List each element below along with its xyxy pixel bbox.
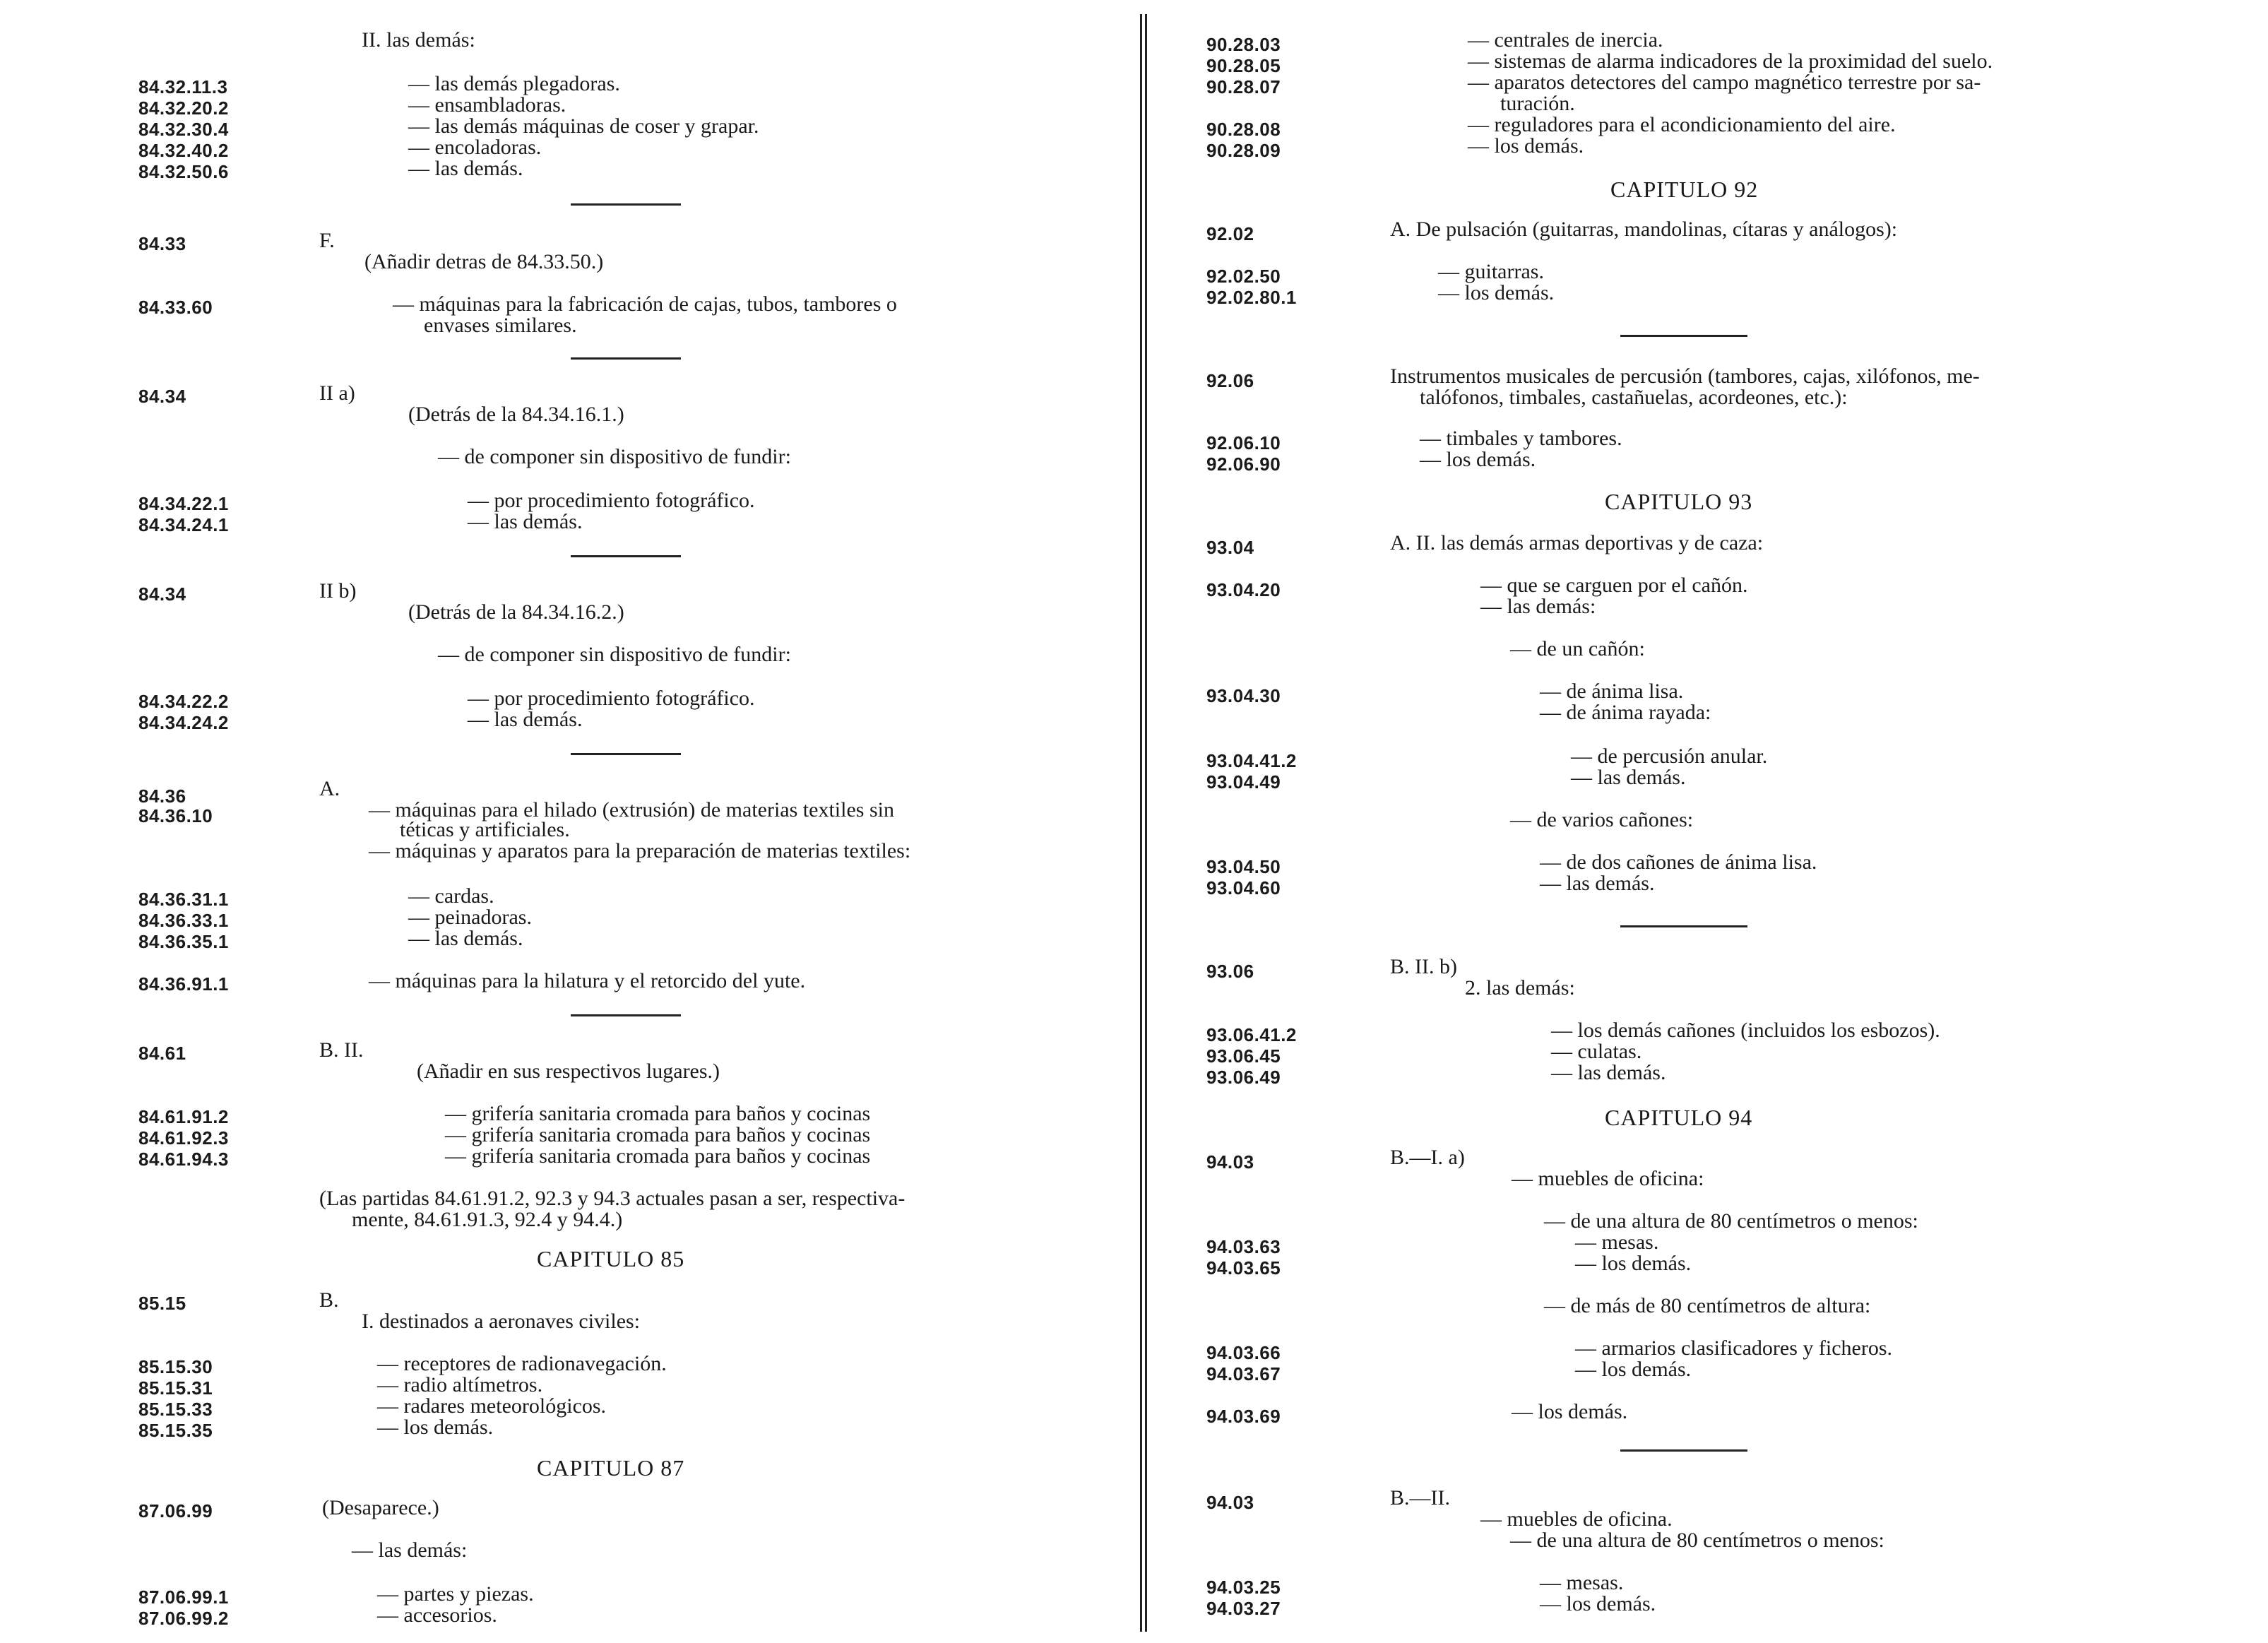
entry-text: — las demás. <box>1540 872 1655 895</box>
section-heading: A. <box>319 777 340 800</box>
tariff-code: 84.34.22.2 <box>138 691 229 712</box>
tariff-code: 84.36.31.1 <box>138 889 229 910</box>
entry-text: — las demás. <box>408 927 523 950</box>
tariff-code: 84.34.22.1 <box>138 493 229 514</box>
section-divider <box>571 555 681 557</box>
section-divider <box>1620 335 1747 337</box>
tariff-code: 87.06.99 <box>138 1500 213 1522</box>
section-heading: B. II. <box>319 1038 364 1062</box>
sub-heading: — de un cañón: <box>1510 637 1645 660</box>
chapter-heading: CAPITULO 85 <box>537 1246 685 1271</box>
entry-text: — las demás máquinas de coser y grapar. <box>408 114 759 138</box>
tariff-code: 94.03 <box>1206 1151 1254 1173</box>
tariff-code: 94.03.66 <box>1206 1342 1281 1363</box>
tariff-code: 84.34 <box>138 583 186 605</box>
sub-heading: — muebles de oficina. <box>1480 1507 1673 1531</box>
entry-text: — las demás. <box>468 510 583 533</box>
tariff-code: 92.06 <box>1206 370 1254 391</box>
tariff-code: 84.33 <box>138 233 186 254</box>
entry-text: — partes y piezas. <box>377 1582 534 1606</box>
entry-text-continued: envases similares. <box>424 314 577 337</box>
tariff-code: 85.15 <box>138 1293 186 1314</box>
tariff-code: 94.03.63 <box>1206 1236 1281 1257</box>
entry-text: — máquinas para la hilatura y el retorcido del yute. <box>369 969 806 992</box>
chapter-heading: CAPITULO 93 <box>1605 489 1753 514</box>
entry-text: — timbales y tambores. <box>1420 427 1622 450</box>
tariff-code: 93.06.45 <box>1206 1045 1281 1067</box>
section-divider <box>1620 1449 1747 1452</box>
entry-text: — máquinas y aparatos para la preparación de materias textiles: <box>369 839 911 862</box>
tariff-code: 94.03 <box>1206 1492 1254 1513</box>
note-text: (Las partidas 84.61.91.2, 92.3 y 94.3 actuales pasan a ser, respectiva- <box>319 1187 906 1210</box>
tariff-code: 84.36.33.1 <box>138 910 229 931</box>
tariff-code: 84.32.11.3 <box>138 76 228 97</box>
tariff-code: 92.02 <box>1206 223 1254 244</box>
entry-text: — los demás. <box>1575 1252 1692 1275</box>
entry-text: — ensambladoras. <box>408 93 566 117</box>
entry-text: — los demás. <box>1540 1592 1656 1615</box>
tariff-code: 93.04.41.2 <box>1206 750 1297 771</box>
sub-heading: — las demás: <box>352 1538 468 1562</box>
tariff-code: 84.32.50.6 <box>138 161 229 182</box>
entry-text: — accesorios. <box>377 1603 497 1627</box>
section-heading: B.—I. a) <box>1390 1146 1465 1169</box>
entry-text: — de percusión anular. <box>1571 745 1768 768</box>
entry-text-continued: téticas y artificiales. <box>400 818 570 841</box>
entry-text: — que se carguen por el cañón. <box>1480 574 1748 597</box>
tariff-code: 92.02.80.1 <box>1206 287 1297 308</box>
entry-text: — por procedimiento fotográfico. <box>468 489 755 512</box>
entry-text: — sistemas de alarma indicadores de la proximidad del suelo. <box>1468 49 1993 73</box>
tariff-code: 90.28.07 <box>1206 76 1281 97</box>
section-heading-continued: talófonos, timbales, castañuelas, acordeones, etc.): <box>1420 386 1848 409</box>
entry-text: — peinadoras. <box>408 906 532 929</box>
tariff-code: 93.04.20 <box>1206 579 1281 600</box>
section-heading: Instrumentos musicales de percusión (tambores, cajas, xilófonos, me- <box>1390 364 1980 388</box>
tariff-code: 84.36.10 <box>138 805 213 826</box>
tariff-code: 93.04.60 <box>1206 877 1281 898</box>
sub-heading: — de componer sin dispositivo de fundir: <box>438 445 791 468</box>
tariff-code: 84.32.40.2 <box>138 140 229 161</box>
section-divider <box>571 1014 681 1016</box>
entry-text: — los demás. <box>1512 1400 1628 1423</box>
tariff-code: 84.32.20.2 <box>138 97 229 119</box>
sub-heading: — de más de 80 centímetros de altura: <box>1544 1294 1871 1317</box>
tariff-code: 84.34.24.2 <box>138 712 229 733</box>
tariff-code: 93.04.30 <box>1206 685 1281 706</box>
tariff-code: 93.04 <box>1206 537 1254 558</box>
sub-heading: — de una altura de 80 centímetros o menos: <box>1544 1209 1918 1233</box>
entry-text: — máquinas para el hilado (extrusión) de materias textiles sin <box>369 798 894 822</box>
tariff-code: 94.03.69 <box>1206 1406 1281 1427</box>
entry-text: — las demás. <box>1571 766 1686 789</box>
entry-text: — aparatos detectores del campo magnético terrestre por sa- <box>1468 71 1981 94</box>
sub-heading: I. destinados a aeronaves civiles: <box>362 1310 641 1333</box>
entry-text: — por procedimiento fotográfico. <box>468 687 755 710</box>
tariff-code: 84.61.91.2 <box>138 1106 229 1127</box>
right-column <box>1158 0 2268 1643</box>
entry-text: — culatas. <box>1551 1040 1642 1063</box>
entry-text: — las demás plegadoras. <box>408 72 620 95</box>
section-divider <box>571 357 681 360</box>
tariff-code: 92.02.50 <box>1206 266 1281 287</box>
sub-heading: — de una altura de 80 centímetros o menos: <box>1510 1529 1884 1552</box>
entry-text: — guitarras. <box>1438 260 1544 283</box>
tariff-code: 93.04.50 <box>1206 856 1281 877</box>
tariff-code: 87.06.99.1 <box>138 1586 229 1608</box>
entry-text: — reguladores para el acondicionamiento del aire. <box>1468 113 1896 136</box>
tariff-code: 84.32.30.4 <box>138 119 229 140</box>
tariff-code: 94.03.67 <box>1206 1363 1281 1384</box>
tariff-code: 94.03.27 <box>1206 1598 1281 1619</box>
section-divider <box>571 753 681 755</box>
entry-text: — las demás. <box>1551 1061 1666 1084</box>
entry-text: — los demás. <box>1468 134 1584 158</box>
entry-text: — los demás cañones (incluidos los esbozos). <box>1551 1019 1940 1042</box>
entry-text: — encoladoras. <box>408 136 542 159</box>
tariff-code: 84.33.60 <box>138 297 213 318</box>
entry-text: — los demás. <box>1575 1358 1692 1381</box>
entry-text: — grifería sanitaria cromada para baños y cocinas <box>445 1123 871 1146</box>
entry-text: — los demás. <box>1438 281 1555 304</box>
section-divider <box>1620 925 1747 927</box>
entry-text-continued: turación. <box>1500 92 1575 115</box>
note-text: (Añadir en sus respectivos lugares.) <box>417 1060 720 1083</box>
sub-heading: — de varios cañones: <box>1510 808 1694 831</box>
tariff-code: 90.28.09 <box>1206 140 1281 161</box>
note-text-continued: mente, 84.61.91.3, 92.4 y 94.4.) <box>352 1208 623 1231</box>
section-heading: II a) <box>319 381 355 405</box>
tariff-code: 84.36.91.1 <box>138 973 229 995</box>
tariff-code: 85.15.30 <box>138 1356 213 1377</box>
tariff-code: 93.04.49 <box>1206 771 1281 793</box>
entry-text: — mesas. <box>1540 1571 1624 1594</box>
section-heading: II b) <box>319 579 357 603</box>
tariff-code: 93.06 <box>1206 961 1254 982</box>
tariff-code: 92.06.90 <box>1206 453 1281 475</box>
tariff-code: 84.61 <box>138 1043 186 1064</box>
section-heading: A. De pulsación (guitarras, mandolinas, cítaras y análogos): <box>1390 218 1898 241</box>
section-heading: B. <box>319 1288 339 1312</box>
tariff-code: 84.34 <box>138 386 186 407</box>
section-divider <box>571 203 681 206</box>
entry-text: — radio altímetros. <box>377 1373 543 1396</box>
entry-text: — las demás. <box>408 157 523 180</box>
entry-text: — grifería sanitaria cromada para baños y cocinas <box>445 1102 871 1125</box>
sub-heading: 2. las demás: <box>1465 976 1575 1000</box>
entry-text: — receptores de radionavegación. <box>377 1352 667 1375</box>
tariff-code: 85.15.35 <box>138 1420 213 1441</box>
tariff-code: 84.34.24.1 <box>138 514 229 535</box>
entry-text: — de dos cañones de ánima lisa. <box>1540 850 1817 874</box>
entry-text: — grifería sanitaria cromada para baños y cocinas <box>445 1144 871 1168</box>
section-heading: A. II. las demás armas deportivas y de caza: <box>1390 531 1764 554</box>
entry-text: — radares meteorológicos. <box>377 1394 607 1418</box>
note-text: (Detrás de la 84.34.16.1.) <box>408 403 624 426</box>
tariff-code: 94.03.65 <box>1206 1257 1281 1279</box>
column-separator <box>1140 14 1147 1632</box>
chapter-heading: CAPITULO 94 <box>1605 1105 1753 1130</box>
section-heading: II. las demás: <box>362 28 475 52</box>
sub-heading: — muebles de oficina: <box>1512 1167 1704 1190</box>
entry-text: — centrales de inercia. <box>1468 28 1663 52</box>
entry-text: — mesas. <box>1575 1230 1659 1254</box>
tariff-code: 93.06.41.2 <box>1206 1024 1297 1045</box>
tariff-code: 92.06.10 <box>1206 432 1281 453</box>
section-heading: F. <box>319 229 335 252</box>
entry-text: — los demás. <box>377 1416 494 1439</box>
left-column <box>0 0 1130 1643</box>
note-text: (Añadir detras de 84.33.50.) <box>364 250 604 273</box>
entry-text: — cardas. <box>408 884 494 908</box>
entry-text: — las demás: <box>1480 595 1596 618</box>
chapter-heading: CAPITULO 92 <box>1610 177 1759 202</box>
section-heading: B.—II. <box>1390 1486 1450 1509</box>
tariff-code: 85.15.31 <box>138 1377 213 1399</box>
entry-text: — de ánima rayada: <box>1540 701 1711 724</box>
tariff-code: 84.61.94.3 <box>138 1149 229 1170</box>
note-text: (Detrás de la 84.34.16.2.) <box>408 600 624 624</box>
tariff-code: 90.28.05 <box>1206 55 1281 76</box>
note-text: (Desaparece.) <box>322 1496 439 1519</box>
tariff-code: 94.03.25 <box>1206 1577 1281 1598</box>
section-heading: B. II. b) <box>1390 955 1457 978</box>
tariff-code: 90.28.08 <box>1206 119 1281 140</box>
tariff-code: 85.15.33 <box>138 1399 213 1420</box>
entry-text: — las demás. <box>468 708 583 731</box>
chapter-heading: CAPITULO 87 <box>537 1455 685 1481</box>
tariff-code: 93.06.49 <box>1206 1067 1281 1088</box>
entry-text: — de ánima lisa. <box>1540 680 1684 703</box>
tariff-code: 84.36.35.1 <box>138 931 229 952</box>
tariff-code: 90.28.03 <box>1206 34 1281 55</box>
entry-text: — armarios clasificadores y ficheros. <box>1575 1336 1892 1360</box>
sub-heading: — de componer sin dispositivo de fundir: <box>438 643 791 666</box>
tariff-code: 87.06.99.2 <box>138 1608 229 1629</box>
entry-text: — máquinas para la fabricación de cajas, tubos, tambores o <box>393 292 897 316</box>
tariff-code: 84.61.92.3 <box>138 1127 229 1149</box>
tariff-code: 84.36 <box>138 785 186 807</box>
entry-text: — los demás. <box>1420 448 1536 471</box>
